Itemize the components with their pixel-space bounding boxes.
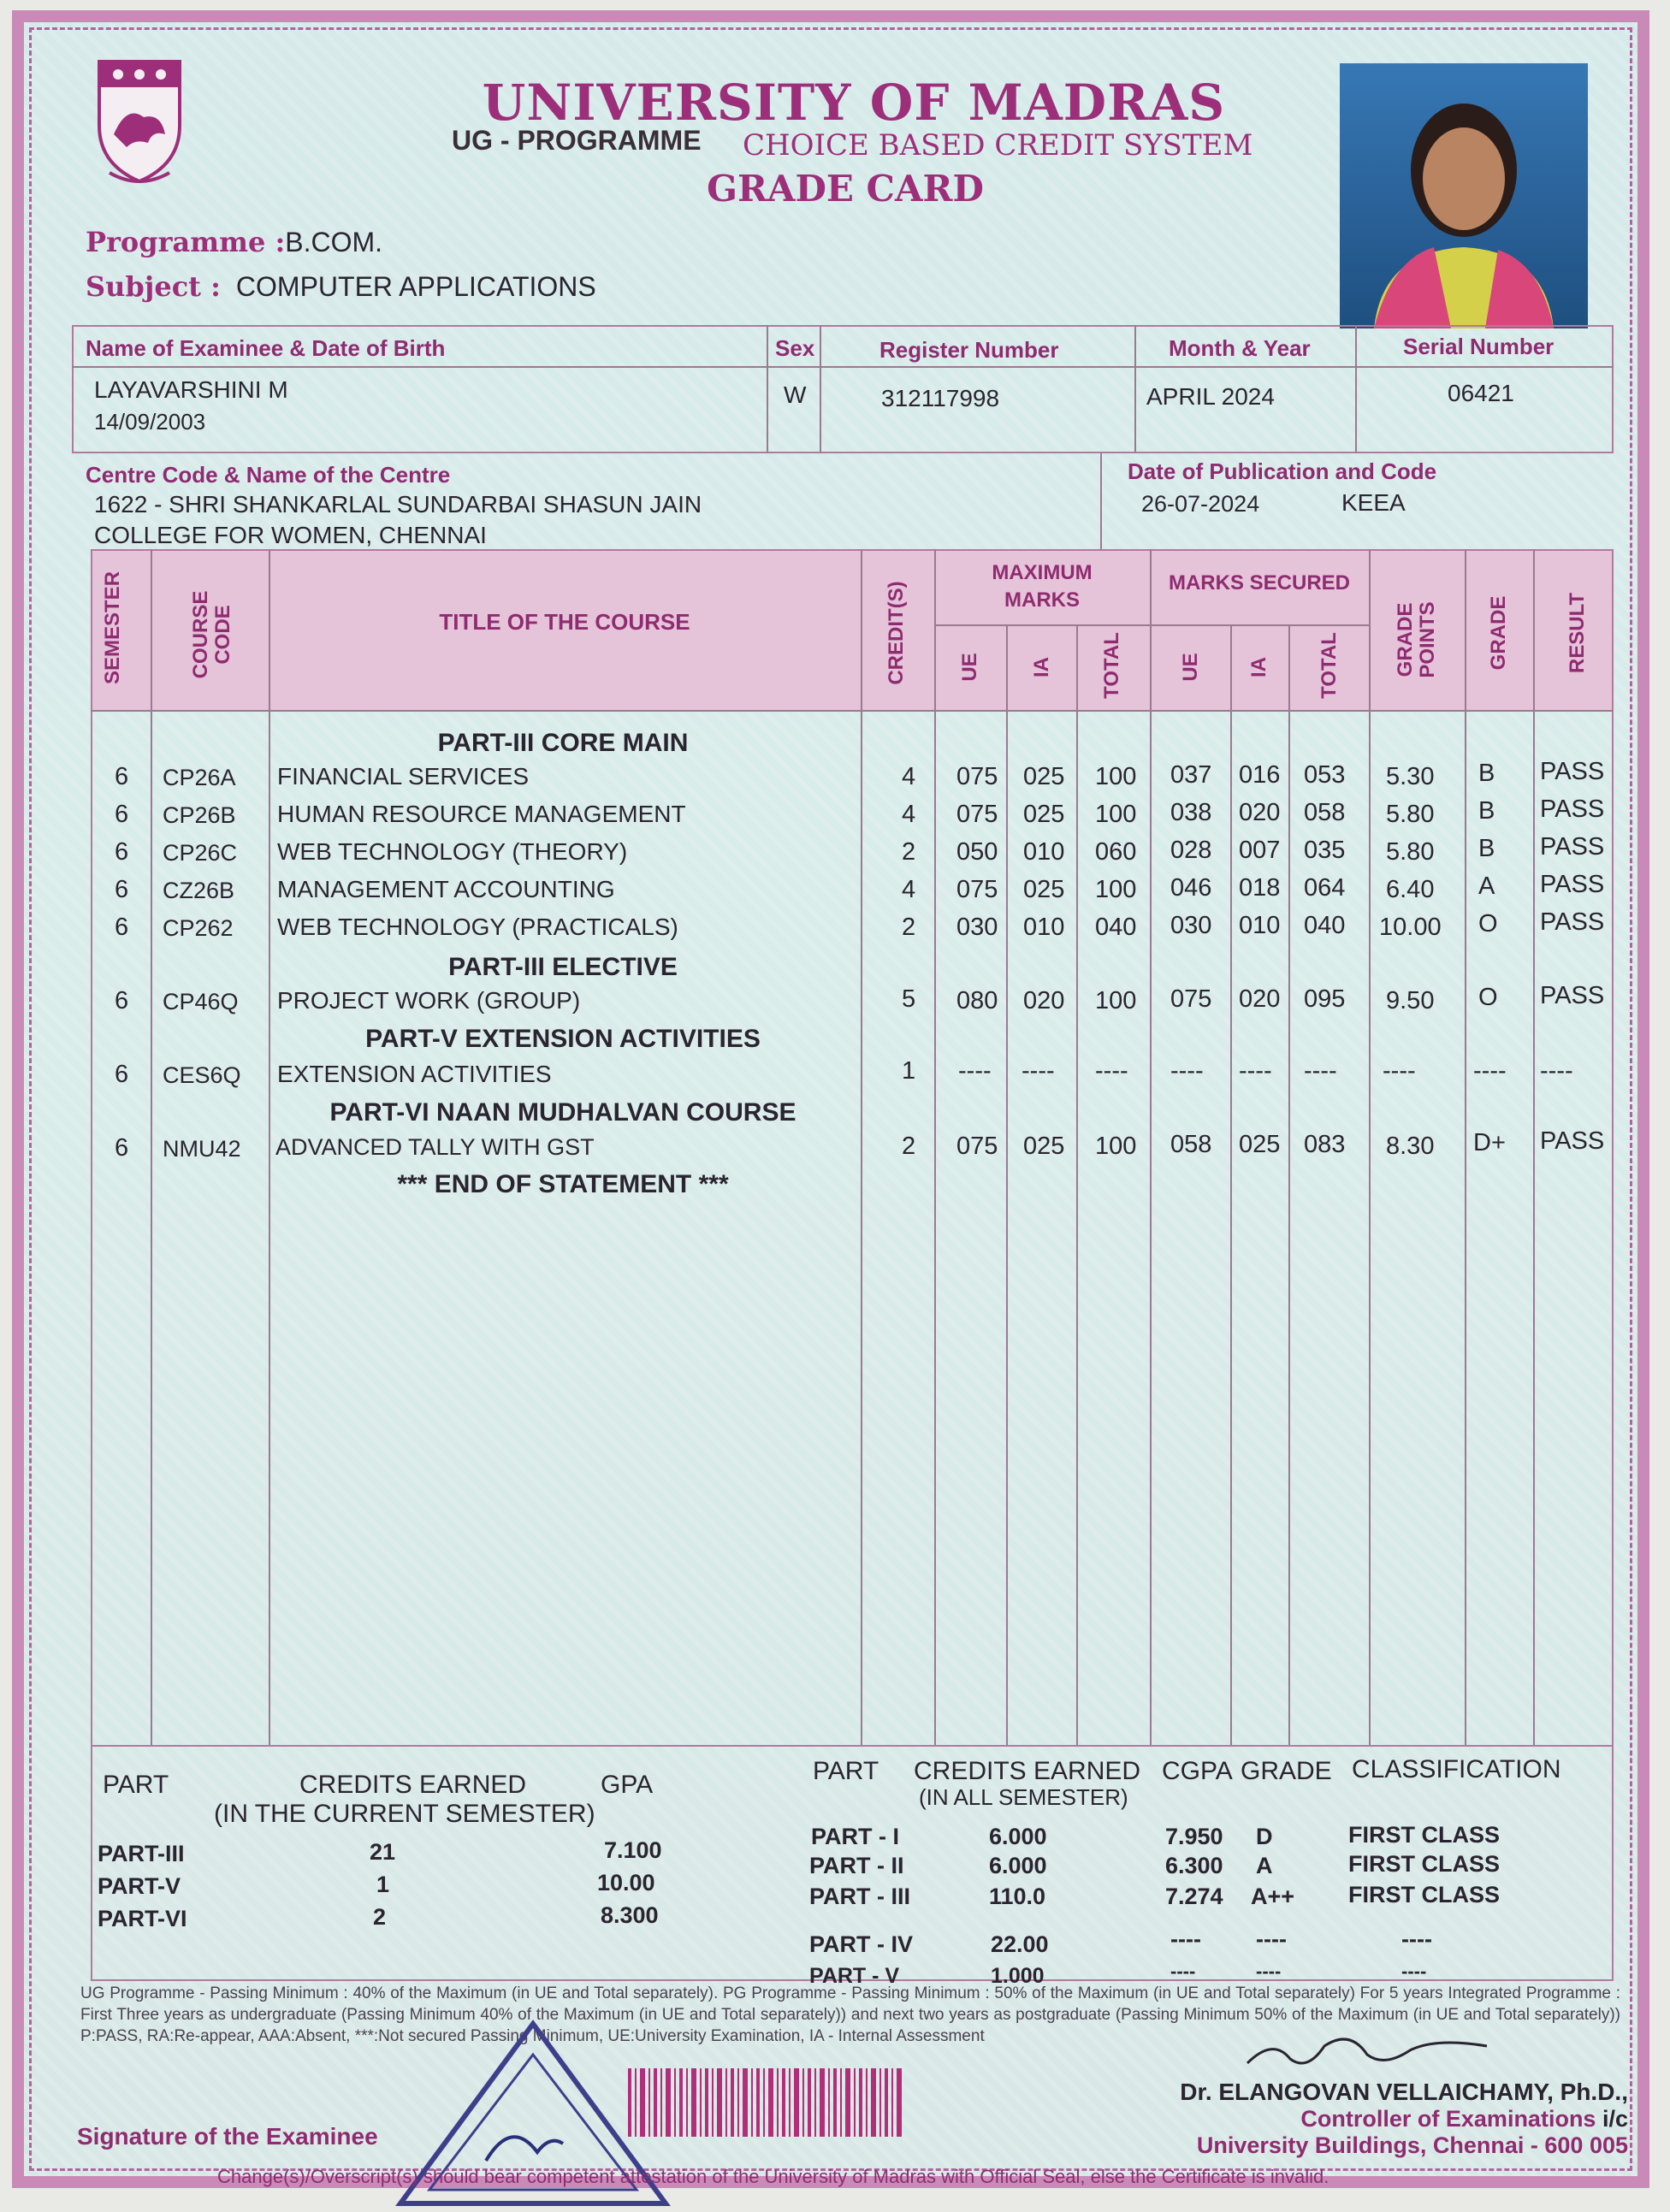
examinee-photo <box>1340 63 1588 328</box>
subject-value: COMPUTER APPLICATIONS <box>235 271 596 302</box>
summary-row-credits: 21 <box>370 1839 396 1865</box>
all-row-cgpa: 7.274 <box>1165 1884 1223 1909</box>
all-row-part: PART - IV <box>809 1931 913 1957</box>
all-row-grade: ---- <box>1256 1926 1287 1952</box>
programme-line: Programme :B.COM. <box>86 226 383 258</box>
all-part-label: PART <box>813 1757 879 1785</box>
all-cgpa-label: CGPA <box>1162 1757 1233 1785</box>
th-semester: SEMESTER <box>101 571 124 684</box>
all-row-credits: 1.000 <box>991 1964 1045 1988</box>
summary-credits-label: CREDITS EARNED <box>299 1771 527 1799</box>
th-max-total: TOTAL <box>1100 632 1123 699</box>
sex-label: Sex <box>775 335 815 361</box>
summary-gpa-label: GPA <box>601 1771 654 1799</box>
passing-rules-note: UG Programme - Passing Minimum : 40% of the Maximum (in UE and Total separately). PG Programme - Passing Minimum : 50% of the Maximum (in UE and Total separately) For 5 years Integrated Programme : First Three years as undergraduate (Passing Minimum 40% of the Maximum (in UE and Total separately)) and next two years as postgraduate (Passing Minimum 50% of the Maximum (in UE and Total separately)) P:PASS, RA:Re-appear, AAA:Absent, ***:Not secured Passing Minimum, UE:University Examination, IA - Internal Assessment <box>80 1984 1620 2045</box>
th-result: RESULT <box>1566 592 1589 674</box>
all-row-credits: 6.000 <box>989 1853 1047 1878</box>
all-row-part: PART - III <box>809 1884 910 1909</box>
summary-current-sub: (IN THE CURRENT SEMESTER) <box>214 1800 595 1828</box>
summary-row-part: PART-III <box>98 1841 185 1866</box>
all-row-class: ---- <box>1401 1961 1427 1982</box>
end-of-statement: *** END OF STATEMENT *** <box>397 1170 729 1198</box>
th-marks-secured: MARKS SECURED <box>1168 571 1350 594</box>
th-grade: GRADE <box>1487 595 1510 671</box>
th-course-code: COURSE CODE <box>189 590 234 679</box>
all-credits-label: CREDITS EARNED <box>914 1757 1141 1785</box>
all-row-credits: 110.0 <box>989 1884 1046 1909</box>
summary-part-label: PART <box>103 1771 169 1799</box>
controller-name: Dr. ELANGOVAN VELLAICHAMY, Ph.D., <box>1180 2079 1628 2105</box>
all-row-grade: A++ <box>1251 1884 1295 1909</box>
publication-date: 26-07-2024 <box>1141 491 1260 517</box>
summary-row-gpa: 7.100 <box>604 1837 662 1863</box>
all-row-part: PART - V <box>809 1964 900 1988</box>
all-row-class: FIRST CLASS <box>1348 1851 1501 1877</box>
all-row-cgpa: 6.300 <box>1165 1853 1223 1878</box>
summary-row-credits: 2 <box>373 1904 387 1930</box>
all-sub-label: (IN ALL SEMESTER) <box>919 1784 1128 1810</box>
controller-title-line: Controller of Examinations i/c <box>1300 2106 1628 2132</box>
credit-system: CHOICE BASED CREDIT SYSTEM <box>743 128 1253 163</box>
register-label: Register Number <box>879 337 1059 363</box>
summary-row-part: PART-V <box>98 1873 181 1899</box>
all-row-part: PART - II <box>809 1853 904 1878</box>
sex-value: W <box>784 381 807 408</box>
th-sec-ue: UE <box>1179 653 1202 682</box>
register-number: 312117998 <box>881 385 1000 411</box>
attestation-warning: Change(s)/Overscript(s) should bear competent attestation of the University of Madras with Official Seal, else the Certificate is invalid. <box>217 2166 1329 2187</box>
centre-line-2: COLLEGE FOR WOMEN, CHENNAI <box>94 522 487 548</box>
th-grade-points: GRADE POINTS <box>1394 601 1439 678</box>
th-sec-total: TOTAL <box>1318 632 1341 699</box>
subject-line: Subject : COMPUTER APPLICATIONS <box>86 270 596 303</box>
grade-card: UNIVERSITY OF MADRAS UG - PROGRAMME CHOICE BASED CREDIT SYSTEM GRADE CARD Programme :B.COM. Subject : COMPUTER APPLICATIONS Name of Examinee & Date of Birth Sex Register Number Month & Year Serial Number LAYAVARSHINI M 14/09/2003 W 312117998 APRIL 2024 06421 Centre Code & Name of the Centre 1622 - SHRI SHANKARLAL SUNDARBAI SHASUN JAIN COLLEGE FOR WOMEN, CHENNAI Date of Publication and Code 26-07-2024 KEEA SEMESTER COURSE CODE TITLE OF THE COURSE CREDIT(S) MAXIMUM MARKS MARKS SECURED UE IA TOTAL UE IA TOTAL GRADE POINTS GRADE RESULT PART-III CORE MAIN 6 CP26A FINANCIAL SERVICES 4 075 025 100 037 016 053 5.30 B PASS 6 CP26B HUMAN RESOURCE MANAGEMENT 4 075 025 100 038 020 058 5.80 B PASS 6 CP26C WEB TECHNOLOGY (THEORY) 2 050 010 060 028 007 035 5.80 B PASS 6 CZ26B MANAGEMENT ACCOUNTING 4 075 025 100 046 018 064 6.40 A PASS 6 CP262 WEB TECHNOLOGY (PRACTICALS) 2 030 010 040 030 010 040 10.00 O PASS PART-III ELECTIVE 6 CP46Q PROJECT WORK (GROUP) 5 080 020 100 075 020 095 9.50 O PASS PART-V EXTENSION ACTIVITIES 6 CES6Q EXTENSION ACTIVITIES 1 ---- ---- ---- ---- ---- ---- ---- ---- ---- PART-VI NAAN MUDHALVAN COURSE 6 NMU42 ADVANCED TALLY WITH GST 2 075 025 100 058 025 083 8.30 D+ PASS *** END OF STATEMENT *** PART CREDITS EARNED GPA (IN THE CURRENT SEMESTER) PART-III 21 7.100 PART-V 1 10.00 PART-VI 2 8.300 PART CREDITS EARNED CGPA GRADE CLASSIFICATION (IN ALL SEMESTER) PART - I 6.000 7.950 D FIRST CLASS PART - II 6.000 6.300 A FIRST CLASS PART - III 110.0 7.274 A++ FIRST CLASS PART - IV 22.00 ---- ---- ---- PART - V 1.000 ---- ---- ---- UG Programme - Passing Minimum : 40% of the Maximum (in UE and Total separately). PG Programme - Passing Minimum : 50% of the Maximum (in UE and Total separately) For 5 years Integrated Programme : First Three years as undergraduate (Passing Minimum 40% of the Maximum (in UE and Total separately)) and next two years as postgraduate (Passing Minimum 50% of the Maximum (in UE and Total separately)) P:PASS, RA:Re-appear, AAA:Absent, ***:Not secured Passing Minimum, UE:University Examination, IA - Internal Assessment Signature of the Examinee Dr. ELANGOVAN VELLAICHAMY, Ph.D., Controller of Examinations i/c University Buildings, Chennai - 600 005 Change(s)/Overscript(s) should bear competent attestation of the University of Madras with Official Seal, else the Certificate is invalid. <box>12 10 1649 2188</box>
th-max-ia: IA <box>1030 657 1053 677</box>
all-row-grade: D <box>1256 1824 1273 1849</box>
th-max-ue: UE <box>958 653 981 682</box>
publication-code: KEEA <box>1341 489 1406 516</box>
section-heading: PART-III ELECTIVE <box>448 953 678 981</box>
all-grade-label: GRADE <box>1241 1757 1332 1785</box>
th-title: TITLE OF THE COURSE <box>439 609 690 635</box>
month-year: APRIL 2024 <box>1146 383 1275 410</box>
all-row-grade: A <box>1256 1853 1273 1878</box>
university-address: University Buildings, Chennai - 600 005 <box>1196 2132 1628 2158</box>
summary-row-gpa: 10.00 <box>597 1870 655 1896</box>
all-row-cgpa: ---- <box>1170 1961 1196 1982</box>
table-body <box>91 712 1614 1747</box>
all-row-credits: 22.00 <box>991 1931 1049 1957</box>
examinee-name: LAYAVARSHINI M <box>94 376 288 403</box>
barcode-icon <box>628 2068 902 2137</box>
month-year-label: Month & Year <box>1169 335 1311 361</box>
all-row-class: ---- <box>1401 1926 1432 1952</box>
card-title: GRADE CARD <box>707 168 984 210</box>
summary-row-part: PART-VI <box>98 1906 187 1931</box>
controller-signature-icon <box>1239 2020 1495 2080</box>
signature-of-examinee: Signature of the Examinee <box>77 2123 378 2150</box>
name-dob-label: Name of Examinee & Date of Birth <box>86 335 446 361</box>
serial-number: 06421 <box>1448 380 1514 406</box>
all-row-class: FIRST CLASS <box>1348 1882 1501 1907</box>
publication-label: Date of Publication and Code <box>1128 458 1437 484</box>
serial-label: Serial Number <box>1403 334 1555 359</box>
section-heading: PART-VI NAAN MUDHALVAN COURSE <box>329 1098 797 1127</box>
section-heading: PART-V EXTENSION ACTIVITIES <box>365 1025 761 1053</box>
th-max-marks: MAXIMUM MARKS <box>992 561 1093 612</box>
centre-label: Centre Code & Name of the Centre <box>86 462 451 488</box>
all-row-cgpa: ---- <box>1170 1926 1201 1952</box>
all-row-class: FIRST CLASS <box>1348 1822 1501 1848</box>
university-name: UNIVERSITY OF MADRAS <box>482 74 1226 132</box>
all-row-grade: ---- <box>1256 1961 1282 1982</box>
all-class-label: CLASSIFICATION <box>1352 1755 1561 1783</box>
programme-value: B.COM. <box>285 227 383 257</box>
centre-line-1: 1622 - SHRI SHANKARLAL SUNDARBAI SHASUN JAIN <box>94 491 702 518</box>
date-of-birth: 14/09/2003 <box>94 409 206 435</box>
controller-block <box>1110 2079 1628 2159</box>
th-sec-ia: IA <box>1247 657 1270 677</box>
th-credits: CREDIT(S) <box>885 581 908 685</box>
all-row-credits: 6.000 <box>989 1824 1047 1849</box>
all-row-cgpa: 7.950 <box>1165 1824 1223 1849</box>
summary-row-gpa: 8.300 <box>601 1902 659 1928</box>
university-crest-icon <box>92 53 187 190</box>
summary-row-credits: 1 <box>376 1872 390 1897</box>
programme-type: UG - PROGRAMME <box>452 125 702 156</box>
section-heading: PART-III CORE MAIN <box>437 729 689 757</box>
all-row-part: PART - I <box>811 1824 899 1849</box>
